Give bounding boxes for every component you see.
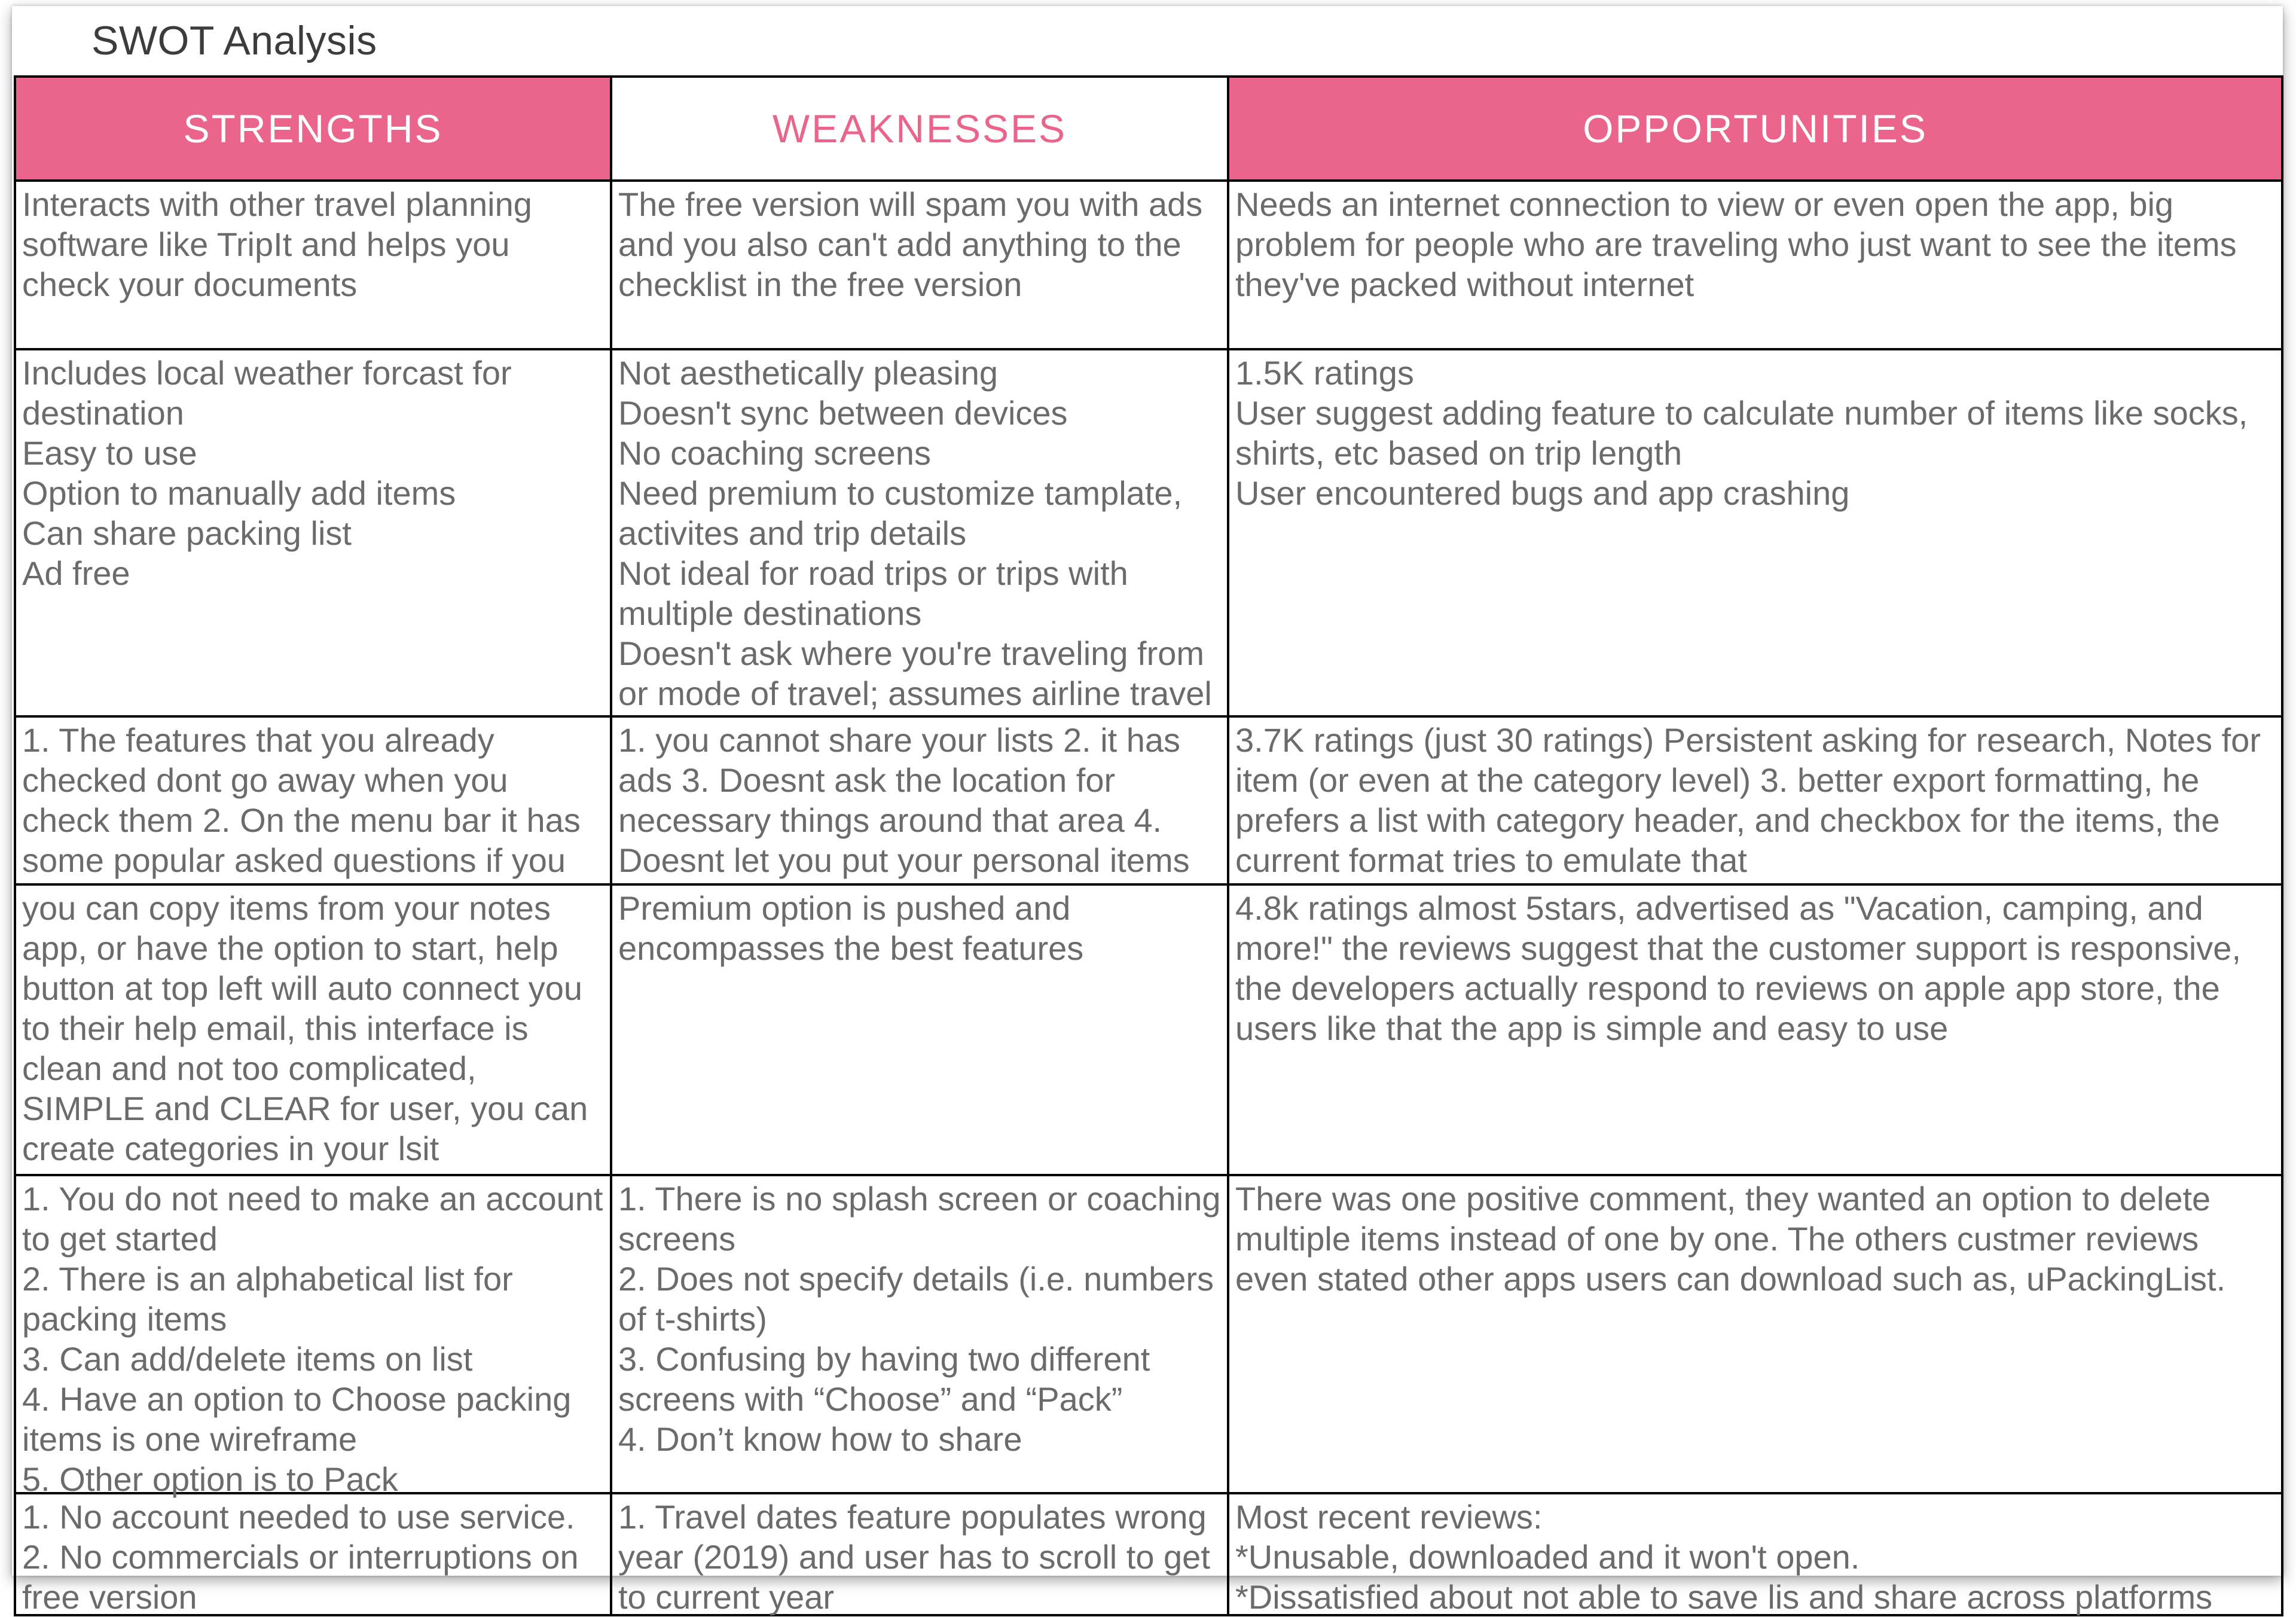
strengths-cell[interactable] [15, 884, 611, 1175]
cell-line: Doesn't sync between devices [618, 394, 1068, 432]
cell-text [1235, 1497, 2275, 1614]
strengths-cell[interactable] [15, 1493, 611, 1615]
opportunities-cell[interactable] [1228, 349, 2282, 716]
cell-line: *Dissatisfied about not able to save lis and share across platforms [1235, 1578, 2213, 1616]
cell-line: Need premium to customize tamplate, activites and trip details [618, 474, 1183, 552]
table-row [15, 1175, 2282, 1493]
strengths-cell[interactable] [15, 181, 611, 349]
table-row [15, 1493, 2282, 1615]
opportunities-cell[interactable] [1228, 181, 2282, 349]
cell-text [618, 1179, 1221, 1492]
cell-line: 4. Have an option to Choose packing items is one wireframe [22, 1380, 572, 1458]
cell-line: 1. You do not need to make an account to get started [22, 1180, 603, 1258]
cell-line: Not aesthetically pleasing [618, 354, 999, 392]
opportunities-cell[interactable] [1228, 716, 2282, 884]
swot-table [14, 75, 2283, 1616]
table-row [15, 716, 2282, 884]
cell-text: 1. you cannot share your lists 2. it has ads 3. Doesnt ask the location for necessary things around that area 4. Doesnt let you put your personal items [618, 721, 1190, 879]
cell-text: There was one positive comment, they wanted an option to delete multiple items instead of one by one. The others custmer reviews even stated other apps users can download such as, uPackingList. [1235, 1180, 2226, 1298]
weaknesses-cell[interactable] [611, 1175, 1228, 1493]
cell-line: 4. Don’t know how to share [618, 1420, 1022, 1458]
opportunities-cell[interactable] [1228, 884, 2282, 1175]
table-row [15, 349, 2282, 716]
cell-line: 1. There is no splash screen or coaching screens [618, 1180, 1221, 1258]
cell-line: 5. Other option is to Pack [22, 1460, 398, 1498]
cell-line: Doesn't ask where you're traveling from or mode of travel; assumes airline travel [618, 634, 1212, 712]
cell-line: *Unusable, downloaded and it won't open. [1235, 1538, 1860, 1576]
cell-line: 1.5K ratings [1235, 354, 1414, 392]
weaknesses-cell[interactable] [611, 1493, 1228, 1615]
cell-text [1235, 353, 2275, 715]
cell-line: User encountered bugs and app crashing [1235, 474, 1850, 512]
cell-line: Easy to use [22, 434, 197, 472]
cell-text: Needs an internet connection to view or even open the app, big problem for people who are traveling who just want to see the items they've packed without internet [1235, 185, 2237, 303]
cell-line: Not ideal for road trips or trips with multiple destinations [618, 554, 1128, 632]
cell-line: Can share packing list [22, 514, 352, 552]
cell-text: 1. Travel dates feature populates wrong year (2019) and user has to scroll to get to current year [618, 1498, 1210, 1616]
header-strengths[interactable]: STRENGTHS [15, 77, 611, 181]
cell-line: 2. There is an alphabetical list for packing items [22, 1260, 513, 1338]
weaknesses-cell[interactable] [611, 181, 1228, 349]
cell-line: 3. Can add/delete items on list [22, 1340, 473, 1378]
page-title: SWOT Analysis [91, 18, 377, 63]
weaknesses-cell[interactable] [611, 884, 1228, 1175]
strengths-cell[interactable] [15, 716, 611, 884]
cell-text [22, 1497, 604, 1614]
cell-line: Ad free [22, 554, 130, 592]
header-weaknesses[interactable]: WEAKNESSES [611, 77, 1228, 181]
cell-line: No coaching screens [618, 434, 931, 472]
cell-text: 3.7K ratings (just 30 ratings) Persistent asking for research, Notes for item (or even at the category level) 3. better export formatting, he prefers a list with category header, and checkbox for the items, the current format tries to emulate that [1235, 721, 2261, 879]
cell-text: 4.8k ratings almost 5stars, advertised as "Vacation, camping, and more!" the reviews suggest that the customer support is responsive, the developers actually respond to reviews on apple app store, the users like that the app is simple and easy to use [1235, 889, 2241, 1047]
opportunities-cell[interactable] [1228, 1175, 2282, 1493]
cell-text: Premium option is pushed and encompasses the best features [618, 889, 1084, 967]
cell-line: 2. No commercials or interruptions on free version [22, 1538, 579, 1616]
cell-text: Interacts with other travel planning software like TripIt and helps you check your documents [22, 185, 532, 303]
header-row [15, 77, 2282, 181]
strengths-cell[interactable] [15, 349, 611, 716]
swot-sheet [12, 6, 2283, 1616]
cell-text: 1. The features that you already checked dont go away when you check them 2. On the menu bar it has some popular asked questions if you [22, 721, 581, 879]
cell-line: 1. No account needed to use service. [22, 1498, 575, 1536]
table-row [15, 884, 2282, 1175]
cell-text [22, 1179, 604, 1498]
cell-text [618, 353, 1221, 715]
opportunities-cell[interactable] [1228, 1493, 2282, 1615]
cell-line: Option to manually add items [22, 474, 456, 512]
cell-line: 2. Does not specify details (i.e. numbers of t-shirts) [618, 1260, 1214, 1338]
cell-text: you can copy items from your notes app, or have the option to start, help button at top left will auto connect you to their help email, this interface is clean and not too complicated, SIMPLE and CLEAR for user, you can create categories in your lsit [22, 889, 588, 1167]
cell-line: Most recent reviews: [1235, 1498, 1543, 1536]
cell-text: The free version will spam you with ads and you also can't add anything to the checklist in the free version [618, 185, 1203, 303]
cell-text [22, 353, 604, 715]
header-opportunities[interactable]: OPPORTUNITIES [1228, 77, 2282, 181]
weaknesses-cell[interactable] [611, 349, 1228, 716]
cell-line: User suggest adding feature to calculate number of items like socks, shirts, etc based on trip length [1235, 394, 2248, 472]
table-row [15, 181, 2282, 349]
cell-line: Includes local weather forcast for destination [22, 354, 512, 432]
weaknesses-cell[interactable] [611, 716, 1228, 884]
cell-line: 3. Confusing by having two different screens with “Choose” and “Pack” [618, 1340, 1150, 1418]
strengths-cell[interactable] [15, 1175, 611, 1498]
title-bar [12, 6, 2283, 75]
